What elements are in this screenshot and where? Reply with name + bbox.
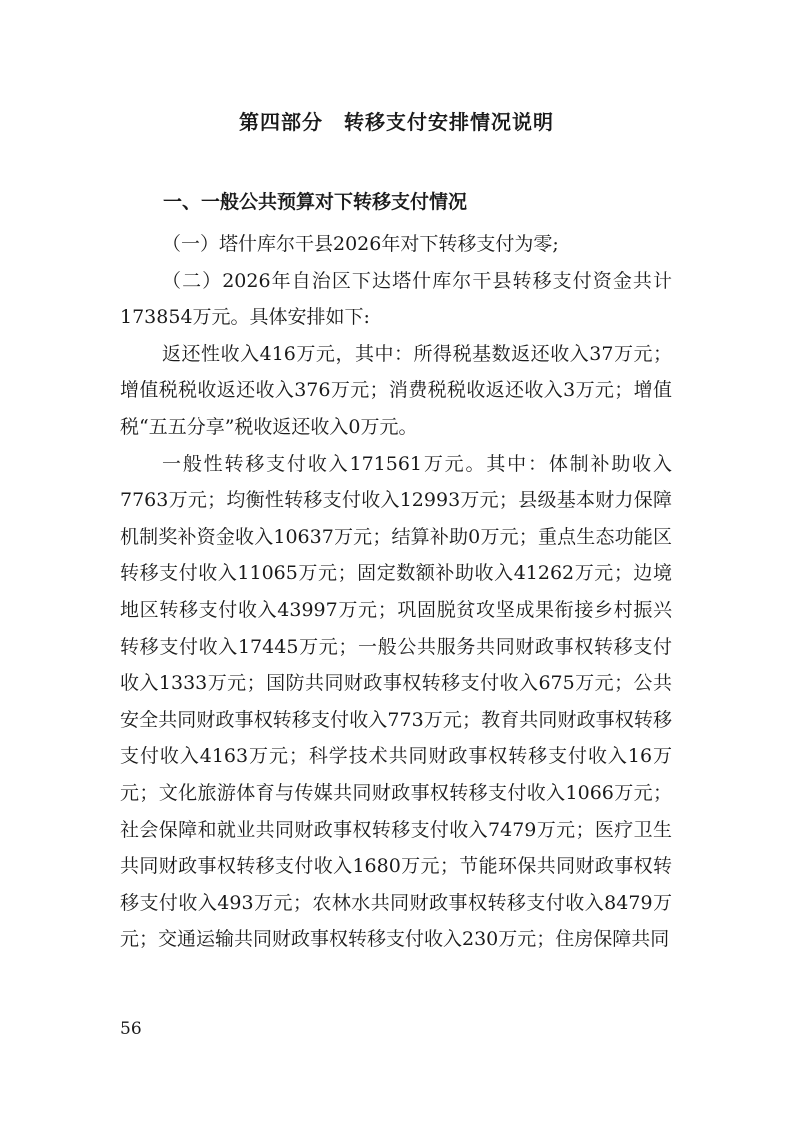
paragraph-county-transfer: （一）塔什库尔干县2026年对下转移支付为零; [162, 233, 559, 255]
body-text [120, 226, 672, 958]
page-title: 第四部分 转移支付安排情况说明 [239, 110, 554, 134]
page-number: 56 [120, 1019, 142, 1039]
paragraph-return-income: 返还性收入416万元，其中：所得税基数返还收入37万元；增值税税收返还收入376万元；消费税税收返还收入3万元；增值税“五五分享”税收返还收入0万元。 [120, 342, 672, 438]
paragraph-region-transfer: （二）2026年自治区下达塔什库尔干县转移支付资金共计173854万元。具体安排如下: [120, 269, 672, 329]
section-heading: 一、一般公共预算对下转移支付情况 [163, 191, 468, 213]
paragraph-general-transfer: 一般性转移支付收入171561万元。其中：体制补助收入7763万元；均衡性转移支付收入12993万元；县级基本财力保障机制奖补资金收入10637万元；结算补助0万元；重点生态功能区转移支付收入11065万元；固定数额补助收入41262万元；边境地区转移支付收入43997万元；巩固脱贫攻坚成果衔接乡村振兴转移支付收入17445万元；一般公共服务共同财政事权转移支付收入1333万元；国防共同财政事权转移支付收入675万元；公共安全共同财政事权转移支付收入773万元；教育共同财政事权转移支付收入4163万元；科学技术共同财政事权转移支付收入16万元；文化旅游体育与传媒共同财政事权转移支付收入1066万元；社会保障和就业共同财政事权转移支付收入7479万元；医疗卫生共同财政事权转移支付收入1680万元；节能环保共同财政事权转移支付收入493万元；农林水共同财政事权转移支付收入8479万元；交通运输共同财政事权转移支付收入230万元；住房保障共同 [120, 452, 672, 951]
